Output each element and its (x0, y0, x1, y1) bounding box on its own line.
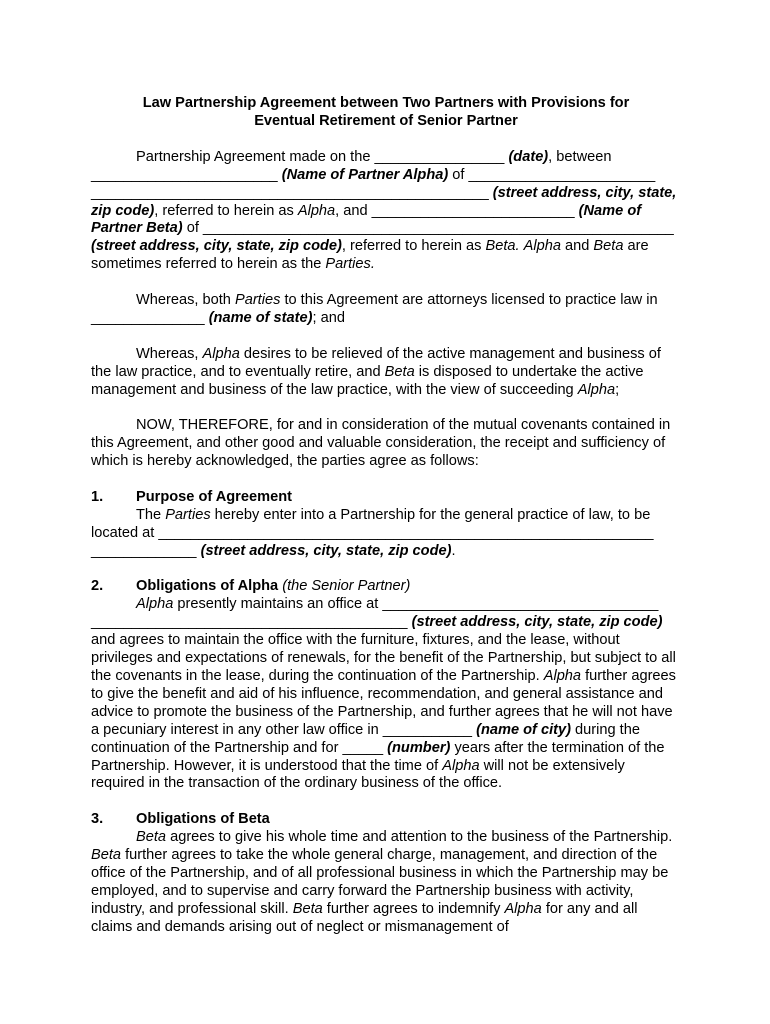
section-2-heading: 2. Obligations of Alpha (the Senior Partner) (91, 578, 411, 595)
beta-name-field: (Name of Partner Beta) (91, 202, 642, 237)
document-page (91, 95, 681, 937)
section-3-body: Beta agrees to give his whole time and attention to the business of the Partnership. Beta further agrees to take the whole general charge, management, and direction of the office of the Partnership, and of all professional business in which the Partnership may be employed, and to supervise and carry forward the Partnership business with activity, industry, and professional skill. Beta further agrees to indemnify Alpha for any and all claims and demands arising out of neglect or mismanagement of (91, 829, 673, 935)
section-2-body: Alpha presently maintains an office at __________________________________ _______________________________________ (street address, city, state, zip code) and agrees to maintain the office with the furniture, fixtures, and the lease, without privileges and expectations of renewals, for the benefit of the Partnership, but subject to all the covenants in the lease, during the continuation of the Partnership. Alpha further agrees to give the benefit and aid of his influence, recommendation, and general assistance and advice to promote the business of the Partnership, and further agrees that he will not have a pecuniary interest in any other law office in ___________ (name of city) during the continuation of the Partnership and for _____ (number) years after the termination of the Partnership. However, it is understood that the time of Alpha will not be extensively required in the transaction of the ordinary business of the office. (91, 596, 676, 792)
section-1-body: The Parties hereby enter into a Partnership for the general practice of law, to be located at _____________________________________________________________ _____________ (street address, city, state, zip code). (91, 506, 654, 559)
whereas-paragraph-2: Whereas, Alpha desires to be relieved of the active management and business of the law practice, and to eventually retire, and Beta is disposed to undertake the active management and business of the law practice, with the view of succeeding Alpha; (91, 345, 661, 398)
date-field: (date) (508, 148, 549, 165)
title-line-1: Law Partnership Agreement between Two Partners with Provisions for (142, 95, 630, 111)
title-line-2: Eventual Retirement of Senior Partner (254, 112, 518, 129)
beta-address-field: (street address, city, state, zip code) (91, 238, 342, 255)
intro-paragraph: Partnership Agreement made on the ________________ (date), between _______________________ (Name of Partner Alpha) of _______________________ _________________________________________________ (street address, city, state, zip code), referred to herein as Alpha, and _________________________ (Name of Partner Beta) of __________________________________________________________ (street address, city, state, zip code), referred to herein as Beta. Alpha and Beta are sometimes referred to herein as the Parties. (91, 148, 677, 273)
document-title (91, 95, 681, 131)
alpha-name-field: (Name of Partner Alpha) (281, 166, 449, 183)
whereas-paragraph-1: Whereas, both Parties to this Agreement are attorneys licensed to practice law in ______________ (name of state); and (91, 292, 658, 326)
now-therefore-paragraph: NOW, THEREFORE, for and in consideration of the mutual covenants contained in this Agreement, and other good and valuable consideration, the receipt and sufficiency of which is hereby acknowledged, the parties agree as follows: (91, 417, 671, 470)
section-3-heading: 3. Obligations of Beta (91, 811, 270, 828)
years-number-field: (number) (387, 739, 451, 756)
alpha-office-address-field: (street address, city, state, zip code) (411, 614, 663, 631)
city-field: (name of city) (476, 721, 571, 738)
office-address-field: (street address, city, state, zip code) (200, 542, 452, 559)
alpha-address-field: (street address, city, state, zip code) (91, 184, 677, 219)
section-1-heading: 1. Purpose of Agreement (91, 488, 292, 505)
state-field: (name of state) (208, 309, 313, 326)
